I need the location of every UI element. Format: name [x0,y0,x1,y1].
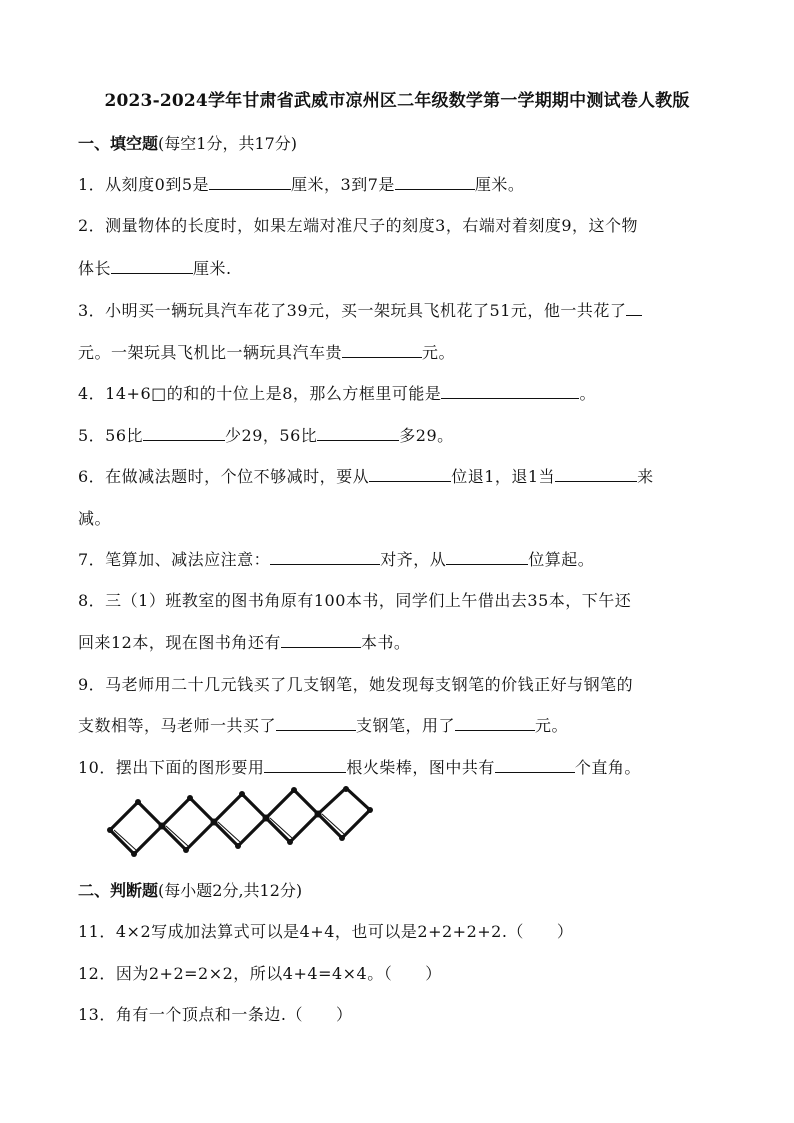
answer-blank[interactable] [317,439,399,441]
exam-title: 2023-2024学年甘肃省武威市凉州区二年级数学第一学期期中测试卷人教版 [104,91,690,111]
answer-blank[interactable] [209,188,291,190]
question-1: 1．从刻度0到5是 厘米，3到7是 厘米。 [78,175,525,194]
question-6-line-1: 6．在做减法题时，个位不够减时，要从 位退1，退1当 来 [78,467,654,486]
question-9-line-1: 9．马老师用二十几元钱买了几支钢笔，她发现每支钢笔的价钱正好与钢笔的 [78,675,634,694]
matchstick-square-2 [162,798,214,850]
question-8-line-2: 回来12本，现在图书角还有 本书。 [78,633,411,652]
question-4: 4．14+6□的和的十位上是8，那么方框里可能是 。 [78,384,596,403]
answer-blank[interactable] [441,397,579,399]
matchstick-square-5 [318,788,370,838]
question-6-line-2: 减。 [78,509,112,528]
section-fill-in [78,131,297,154]
question-2-line-2: 体长 厘米. [78,259,232,278]
answer-blank[interactable] [281,646,361,648]
question-3-line-1: 3．小明买一辆玩具汽车花了39元，买一架玩具飞机花了51元，他一共花了 [78,298,642,321]
answer-blank[interactable] [555,480,637,482]
answer-blank[interactable] [111,272,193,274]
question-10: 10．摆出下面的图形要用 根火柴棒，图中共有 个直角。 [78,758,641,777]
answer-blank[interactable] [264,771,346,773]
question-12: 12．因为2+2=2×2，所以4+4=4×4。（ ） [78,964,442,983]
question-8-line-1: 8．三（1）班教室的图书角原有100本书，同学们上午借出去35本，下午还 [78,591,632,610]
section-heading: 一、填空题 [78,134,159,153]
question-5: 5．56比 少29，56比 多29。 [78,426,454,445]
matchstick-square-1 [110,802,162,854]
section-true-false [78,878,302,901]
section-note: (每小题2分,共12分) [158,881,303,900]
matchstick-figure [100,786,410,862]
matchstick-square-4 [266,790,318,842]
answer-blank[interactable] [446,563,528,565]
question-3-line-2: 元。一架玩具飞机比一辆玩具汽车贵 元。 [78,343,456,362]
answer-blank[interactable] [395,188,475,190]
answer-blank[interactable] [495,771,575,773]
section-heading: 二、判断题 [78,881,159,900]
answer-blank[interactable] [369,480,451,482]
answer-blank[interactable] [270,563,380,565]
question-13: 13．角有一个顶点和一条边.（ ） [78,1005,353,1024]
answer-blank[interactable] [143,439,225,441]
section-note: (每空1分，共17分) [158,134,298,153]
matchstick-square-3 [214,794,266,846]
answer-blank[interactable] [342,356,422,358]
answer-blank[interactable] [455,729,535,731]
question-9-line-2: 支数相等，马老师一共买了 支钢笔，用了 元。 [78,716,569,735]
question-7: 7．笔算加、减法应注意： 对齐，从 位算起。 [78,550,595,569]
question-11: 11．4×2写成加法算式可以是4+4，也可以是2+2+2+2.（ ） [78,922,574,941]
answer-blank[interactable] [276,729,356,731]
question-2-line-1: 2．测量物体的长度时，如果左端对准尺子的刻度3，右端对着刻度9，这个物 [78,216,639,235]
answer-blank[interactable] [626,314,642,316]
